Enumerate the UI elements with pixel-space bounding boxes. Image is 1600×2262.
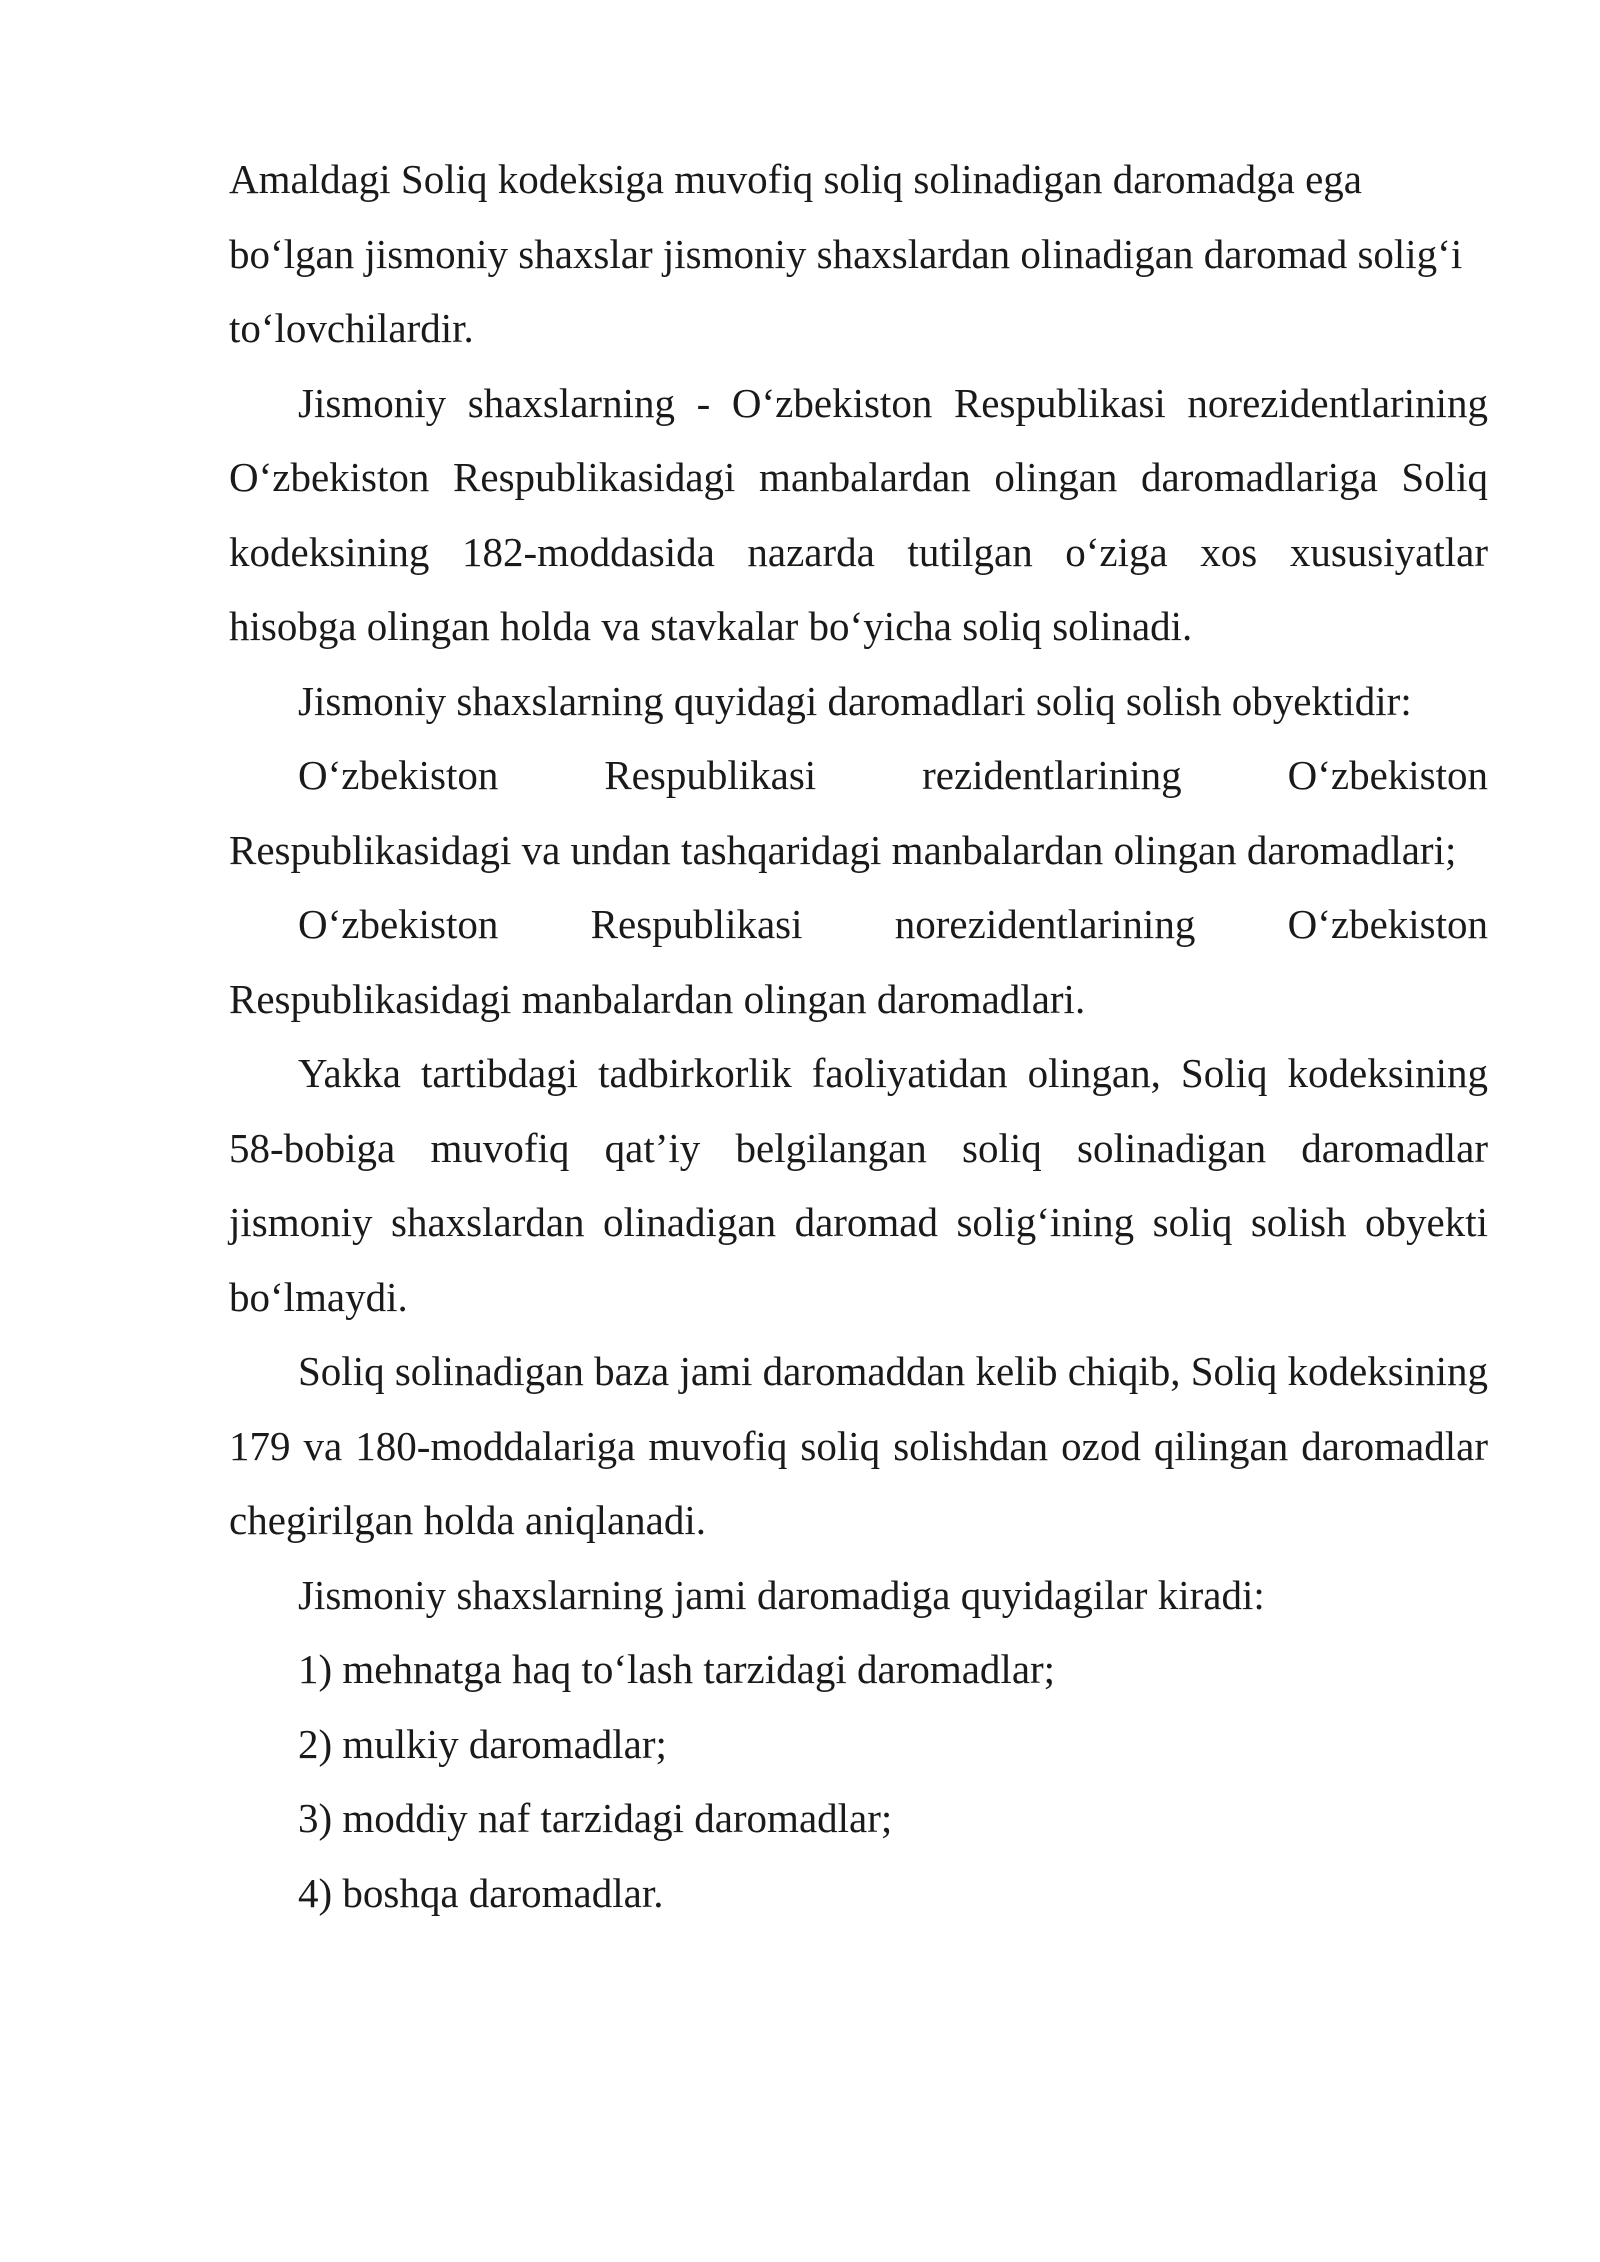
list-item-material-benefit-income: 3) moddiy naf tarzidagi daromadlar; (298, 1795, 893, 1841)
paragraph-total-income-intro: Jismoniy shaxslarning jami daromadiga quyidagilar kiradi: (298, 1571, 1265, 1618)
list-item-labor-income: 1) mehnatga haq to‘lash tarzidagi daromadlar; (298, 1646, 1056, 1692)
paragraph-nonresident-income: O‘zbekiston Respublikasi norezidentlarining O‘zbekiston Respublikasidagi manbalardan olingan daromadlari. (229, 901, 1488, 1022)
paragraph-entrepreneur-exclusion: Yakka tartibdagi tadbirkorlik faoliyatidan olingan, Soliq kodeksining 58-bobiga muvofiq qat’iy belgilangan soliq solinadigan daromadlar jismoniy shaxslardan olinadigan daromad solig‘ining soliq solish obyekti bo‘lmaydi. (229, 1050, 1488, 1320)
paragraph-taxpayers: Amaldagi Soliq kodeksiga muvofiq soliq solinadigan daromadga ega bo‘lgan jismoniy shaxslar jismoniy shaxslardan olinadigan daromad solig‘i to‘lovchilardir. (229, 156, 1463, 351)
paragraph-nonresidents-taxation: Jismoniy shaxslarning - O‘zbekiston Respublikasi norezidentlarining O‘zbekiston Respublikasidagi manbalardan olingan daromadlariga Soliq kodeksining 182-moddasida nazarda tutilgan o‘ziga xos xususiyatlar hisobga olingan holda va stavkalar bo‘yicha soliq solinadi. (229, 379, 1488, 649)
document-body (229, 142, 1488, 1930)
paragraph-taxable-object-intro: Jismoniy shaxslarning quyidagi daromadlari soliq solish obyektidir: (298, 677, 1412, 724)
paragraph-tax-base: Soliq solinadigan baza jami daromaddan kelib chiqib, Soliq kodeksining 179 va 180-moddalariga muvofiq soliq solishdan ozod qilingan daromadlar chegirilgan holda aniqlanadi. (229, 1348, 1488, 1543)
list-item-property-income: 2) mulkiy daromadlar; (298, 1720, 667, 1767)
list-item-other-income: 4) boshqa daromadlar. (298, 1869, 664, 1916)
paragraph-resident-income: O‘zbekiston Respublikasi rezidentlarining O‘zbekiston Respublikasidagi va undan tashqaridagi manbalardan olingan daromadlari; (229, 752, 1488, 873)
